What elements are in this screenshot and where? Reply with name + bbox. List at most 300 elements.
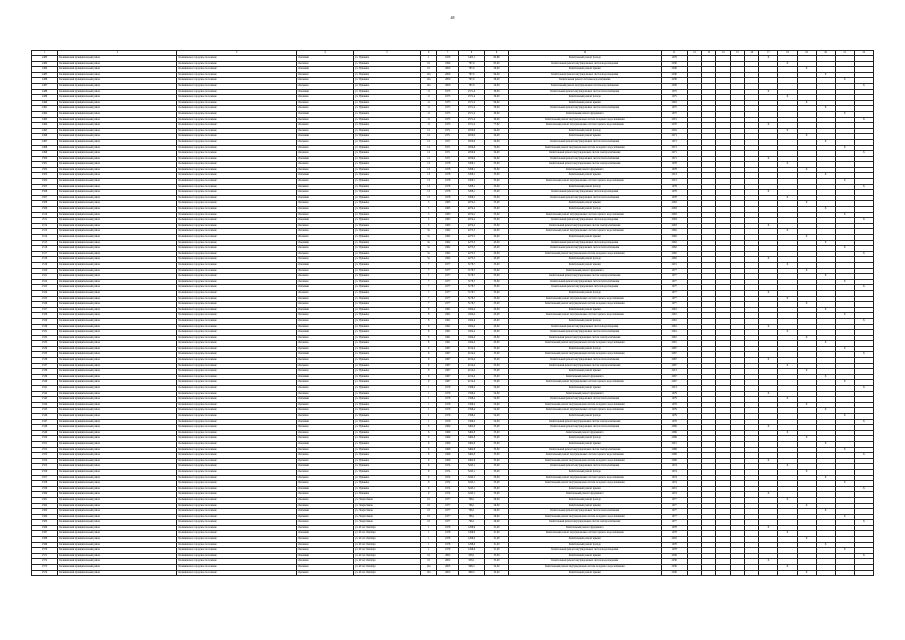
area-cell: 968,3 xyxy=(458,565,484,571)
x-mark-cell: X xyxy=(854,352,873,358)
street-cell: ул. Пушкина xyxy=(353,190,420,196)
locality-cell: г.Калинин xyxy=(296,240,353,246)
settlement-cell: Калининское городское поселение xyxy=(177,565,296,571)
repair-year-cell: 2061 xyxy=(661,324,687,330)
repair-year-cell: 1977 xyxy=(661,285,687,291)
house-cell: 11 xyxy=(420,95,437,101)
district-cell: Калининский муниципальный район xyxy=(58,324,177,330)
street-cell: ул. Пушкина xyxy=(353,117,420,123)
x-mark-cell: X xyxy=(797,134,816,140)
street-cell: ул. Пушкина xyxy=(353,318,420,324)
row-id-cell: 2551 xyxy=(32,441,58,447)
row-id-cell: 2560 xyxy=(32,492,58,498)
work-type-cell: Капитальный ремонт внутридомовых систем холодного водоснабжения xyxy=(508,341,661,347)
repair-year-cell: 1974 xyxy=(661,469,687,475)
x-mark-cell: X xyxy=(797,369,816,375)
year-built-cell: 1969 xyxy=(437,436,458,442)
locality-cell: г.Калинин xyxy=(296,156,353,162)
area-cell: 4275,5 xyxy=(458,257,484,263)
district-cell: Калининский муниципальный район xyxy=(58,318,177,324)
house-cell: 5 xyxy=(420,218,437,224)
wear-cell: 35,00 xyxy=(485,430,509,436)
row-id-cell: 2499 xyxy=(32,151,58,157)
year-built-cell: 1961 xyxy=(437,341,458,347)
wear-cell: 29,00 xyxy=(485,503,509,509)
x-mark-cell: X xyxy=(854,318,873,324)
row-id-cell: 2556 xyxy=(32,469,58,475)
house-cell: 9 xyxy=(420,363,437,369)
house-cell: 10а xyxy=(420,83,437,89)
work-type-cell: Капитальный ремонт внутридомовых систем горячего водоснабжения xyxy=(508,123,661,129)
district-cell: Калининский муниципальный район xyxy=(58,475,177,481)
x-mark-cell: X xyxy=(816,374,835,380)
year-built-cell: 1961 xyxy=(437,330,458,336)
area-cell: 1598,4 xyxy=(458,397,484,403)
area-cell: 2571,4 xyxy=(458,106,484,112)
area-cell: 1824,4 xyxy=(458,318,484,324)
work-type-cell: Капитальный ремонт внутридомовых систем холодного водоснабжения xyxy=(508,481,661,487)
year-built-cell: 2000 xyxy=(437,67,458,73)
house-cell: 5а xyxy=(420,257,437,263)
settlement-cell: Калининское городское поселение xyxy=(177,447,296,453)
street-cell: ул. Энергетиков xyxy=(353,509,420,515)
work-type-cell: Капитальный ремонт внутридомовых систем электроснабжения xyxy=(508,162,661,168)
year-built-cell: 1975 xyxy=(437,95,458,101)
district-cell: Калининский муниципальный район xyxy=(58,419,177,425)
repair-year-cell: 2016 xyxy=(661,100,687,106)
street-cell: ул. Пушкина xyxy=(353,162,420,168)
x-mark-cell: X xyxy=(759,223,778,229)
house-cell: 5а xyxy=(420,246,437,252)
street-cell: ул. Пушкина xyxy=(353,106,420,112)
year-built-cell: 1962 xyxy=(437,240,458,246)
repair-year-cell: 2061 xyxy=(661,313,687,319)
house-cell: 6 xyxy=(420,447,437,453)
settlement-cell: Калининское городское поселение xyxy=(177,89,296,95)
area-cell: 2571,4 xyxy=(458,100,484,106)
x-mark-cell: X xyxy=(835,514,854,520)
area-cell: 3458,1 xyxy=(458,190,484,196)
district-cell: Калининский муниципальный район xyxy=(58,509,177,515)
work-type-cell: Капитальный ремонт фундамента xyxy=(508,525,661,531)
area-cell: 1598,4 xyxy=(458,408,484,414)
locality-cell: г.Колкино xyxy=(296,235,353,241)
x-mark-cell: X xyxy=(759,156,778,162)
locality-cell: г.Калинин xyxy=(296,330,353,336)
repair-year-cell: 1975 xyxy=(661,89,687,95)
work-type-cell: Капитальный ремонт крыши xyxy=(508,570,661,576)
empty-cell xyxy=(759,570,778,576)
work-type-cell: Капитальный ремонт внутридомовых систем холодного водоснабжения xyxy=(508,402,661,408)
repair-year-cell: 2062 xyxy=(661,246,687,252)
x-mark-cell: X xyxy=(778,363,797,369)
row-id-cell: 2493 xyxy=(32,117,58,123)
repair-year-cell: 1978 xyxy=(661,190,687,196)
house-cell: 13 xyxy=(420,167,437,173)
repair-year-cell: 2067 xyxy=(661,352,687,358)
street-cell: ул. Пушкина xyxy=(353,469,420,475)
area-cell: 4154,4 xyxy=(458,346,484,352)
house-cell: 8 xyxy=(420,335,437,341)
row-id-cell: 2571 xyxy=(32,553,58,559)
house-cell: 8 xyxy=(420,313,437,319)
district-cell: Калининский муниципальный район xyxy=(58,106,177,112)
year-built-cell: 1971 xyxy=(437,139,458,145)
area-cell: 5178,7 xyxy=(458,268,484,274)
column-number-cell: 13 xyxy=(702,51,716,56)
column-number-cell: 14 xyxy=(716,51,730,56)
locality-cell: г.Колкино xyxy=(296,525,353,531)
x-mark-cell: X xyxy=(778,565,797,571)
year-built-cell: 1974 xyxy=(437,486,458,492)
district-cell: Калининский муниципальный район xyxy=(58,274,177,280)
work-type-cell: Капитальный ремонт внутридомовых систем водоотведения xyxy=(508,72,661,78)
area-cell: 3462,8 xyxy=(458,436,484,442)
settlement-cell: Калининское городское поселение xyxy=(177,179,296,185)
work-type-cell: Капитальный ремонт фундамента xyxy=(508,492,661,498)
area-cell: 1824,4 xyxy=(458,335,484,341)
row-id-cell: 2508 xyxy=(32,201,58,207)
x-mark-cell: X xyxy=(854,83,873,89)
row-id-cell: 2549 xyxy=(32,430,58,436)
x-mark-cell: X xyxy=(816,240,835,246)
house-cell: 11 xyxy=(420,111,437,117)
row-id-cell: 2546 xyxy=(32,414,58,420)
area-cell: 4275,5 xyxy=(458,235,484,241)
wear-cell: 30,00 xyxy=(485,89,509,95)
settlement-cell: Калининское городское поселение xyxy=(177,184,296,190)
area-cell: 4154,4 xyxy=(458,380,484,386)
column-number-cell: 3 xyxy=(177,51,296,56)
area-cell: 1824,4 xyxy=(458,330,484,336)
district-cell: Калининский муниципальный район xyxy=(58,307,177,313)
x-mark-cell: X xyxy=(854,184,873,190)
work-type-cell: Капитальный ремонт фасада xyxy=(508,436,661,442)
work-type-cell: Капитальный ремонт фундамента xyxy=(508,391,661,397)
street-cell: ул. Пушкина xyxy=(353,447,420,453)
work-type-cell: Капитальный ремонт внутридомовых систем холодного водоснабжения xyxy=(508,458,661,464)
house-cell: 13 xyxy=(420,195,437,201)
row-id-cell: 2552 xyxy=(32,447,58,453)
street-cell: ул. Пушкина xyxy=(353,458,420,464)
wear-cell: 30,00 xyxy=(485,95,509,101)
house-cell: 5 xyxy=(420,207,437,213)
repair-year-cell: 2063 xyxy=(661,223,687,229)
house-cell: 10 xyxy=(420,520,437,526)
wear-cell: 54,00 xyxy=(485,408,509,414)
work-type-cell: Капитальный ремонт фасада xyxy=(508,95,661,101)
house-cell: 8 xyxy=(420,341,437,347)
work-type-cell: Капитальный ремонт фасада xyxy=(508,290,661,296)
house-cell: 10 xyxy=(420,67,437,73)
x-mark-cell: X xyxy=(854,419,873,425)
settlement-cell: Калининское городское поселение xyxy=(177,475,296,481)
x-mark-cell: X xyxy=(854,520,873,526)
work-type-cell: Капитальный ремонт внутридомовых систем горячего водоснабжения xyxy=(508,531,661,537)
area-cell: 787,6 xyxy=(458,61,484,67)
locality-cell: г.Колкино xyxy=(296,123,353,129)
district-cell: Калининский муниципальный район xyxy=(58,145,177,151)
settlement-cell: Калининское городское поселение xyxy=(177,78,296,84)
work-type-cell: Капитальный ремонт внутридомовых систем электроснабжения xyxy=(508,520,661,526)
district-cell: Калининский муниципальный район xyxy=(58,330,177,336)
settlement-cell: Калининское городское поселение xyxy=(177,156,296,162)
x-mark-cell: X xyxy=(797,302,816,308)
locality-cell: г.Калинин xyxy=(296,553,353,559)
settlement-cell: Калининское городское поселение xyxy=(177,330,296,336)
x-mark-cell: X xyxy=(854,117,873,123)
repair-year-cell: 2069 xyxy=(661,447,687,453)
district-cell: Калининский муниципальный район xyxy=(58,72,177,78)
year-built-cell: 1979 xyxy=(437,419,458,425)
area-cell: 4154,4 xyxy=(458,369,484,375)
settlement-cell: Калининское городское поселение xyxy=(177,492,296,498)
x-mark-cell: X xyxy=(816,341,835,347)
settlement-cell: Калининское городское поселение xyxy=(177,553,296,559)
locality-cell: г.Колкино xyxy=(296,402,353,408)
district-cell: Калининский муниципальный район xyxy=(58,430,177,436)
district-cell: Калининский муниципальный район xyxy=(58,89,177,95)
settlement-cell: Калининское городское поселение xyxy=(177,525,296,531)
year-built-cell: 1961 xyxy=(437,318,458,324)
street-cell: ул. Пушкина xyxy=(353,274,420,280)
street-cell: ул. Пушкина xyxy=(353,335,420,341)
wear-cell: 35,00 xyxy=(485,207,509,213)
area-cell: 5178,7 xyxy=(458,279,484,285)
district-cell: Калининский муниципальный район xyxy=(58,117,177,123)
area-cell: 2571,4 xyxy=(458,89,484,95)
district-cell: Калининский муниципальный район xyxy=(58,341,177,347)
year-built-cell: 1969 xyxy=(437,453,458,459)
repair-year-cell: 2063 xyxy=(661,201,687,207)
work-type-cell: Капитальный ремонт внутридомовых систем теплоснабжения xyxy=(508,89,661,95)
row-id-cell: 2558 xyxy=(32,481,58,487)
work-type-cell: Капитальный ремонт внутридомовых систем горячего водоснабжения xyxy=(508,212,661,218)
area-cell: 958,1 xyxy=(458,553,484,559)
settlement-cell: Калининское городское поселение xyxy=(177,123,296,129)
settlement-cell: Калининское городское поселение xyxy=(177,531,296,537)
house-cell: 8 xyxy=(420,324,437,330)
street-cell: ул. Пушкина xyxy=(353,134,420,140)
repair-year-cell: 2016 xyxy=(661,128,687,134)
repair-year-cell: 2067 xyxy=(661,358,687,364)
settlement-cell: Калининское городское поселение xyxy=(177,542,296,548)
settlement-cell: Калининское городское поселение xyxy=(177,229,296,235)
year-built-cell: 1977 xyxy=(437,285,458,291)
house-cell: 1 xyxy=(420,408,437,414)
row-id-cell: 2542 xyxy=(32,391,58,397)
district-cell: Калининский муниципальный район xyxy=(58,139,177,145)
repair-year-cell: 2071 xyxy=(661,134,687,140)
work-type-cell: Капитальный ремонт внутридомовых систем холодного водоснабжения xyxy=(508,302,661,308)
wear-cell: 90,00 xyxy=(485,100,509,106)
locality-cell: г.Колкино xyxy=(296,190,353,196)
work-type-cell: Капитальный ремонт крыши xyxy=(508,537,661,543)
x-mark-cell: X xyxy=(759,324,778,330)
wear-cell: 35,00 xyxy=(485,195,509,201)
year-built-cell: 1975 xyxy=(437,117,458,123)
repair-year-cell: 2063 xyxy=(661,212,687,218)
district-cell: Калининский муниципальный район xyxy=(58,302,177,308)
street-cell: ул. Пушкина xyxy=(353,89,420,95)
area-cell: 796,1 xyxy=(458,520,484,526)
row-id-cell: 2523 xyxy=(32,285,58,291)
street-cell: ул. 40 лет Октября xyxy=(353,548,420,554)
year-built-cell: 1971 xyxy=(437,151,458,157)
year-built-cell: 1969 xyxy=(437,447,458,453)
work-type-cell: Капитальный ремонт фундамента xyxy=(508,167,661,173)
district-cell: Калининский муниципальный район xyxy=(58,167,177,173)
house-cell: 13 xyxy=(420,162,437,168)
locality-cell: г.Колкино xyxy=(296,475,353,481)
wear-cell: 29,00 xyxy=(485,514,509,520)
x-mark-cell: X xyxy=(835,179,854,185)
street-cell: ул. Пушкина xyxy=(353,235,420,241)
house-cell: 11 xyxy=(420,106,437,112)
settlement-cell: Калининское городское поселение xyxy=(177,117,296,123)
repair-year-cell: 2061 xyxy=(661,330,687,336)
settlement-cell: Калининское городское поселение xyxy=(177,262,296,268)
x-mark-cell: X xyxy=(778,330,797,336)
locality-cell: г.Колкино xyxy=(296,128,353,134)
street-cell: ул. Пушкина xyxy=(353,246,420,252)
house-cell: 1 xyxy=(420,537,437,543)
area-cell: 5178,7 xyxy=(458,262,484,268)
year-built-cell: 1967 xyxy=(437,374,458,380)
repair-year-cell: 2030 xyxy=(661,61,687,67)
work-type-cell: Капитальный ремонт фасада xyxy=(508,56,661,62)
locality-cell: г.Колкино xyxy=(296,229,353,235)
x-mark-cell: X xyxy=(816,72,835,78)
wear-cell: 35,00 xyxy=(485,453,509,459)
district-cell: Калининский муниципальный район xyxy=(58,414,177,420)
year-built-cell: 2003 xyxy=(437,565,458,571)
district-cell: Калининский муниципальный район xyxy=(58,285,177,291)
locality-cell: г.Колкино xyxy=(296,313,353,319)
repair-year-cell: 2069 xyxy=(661,430,687,436)
district-cell: Калининский муниципальный район xyxy=(58,436,177,442)
year-built-cell: 1977 xyxy=(437,262,458,268)
row-id-cell: 2484 xyxy=(32,67,58,73)
house-cell: 1 xyxy=(420,419,437,425)
x-mark-cell: X xyxy=(854,453,873,459)
district-cell: Калининский муниципальный район xyxy=(58,559,177,565)
repair-year-cell: 1978 xyxy=(661,525,687,531)
area-cell: 3458,1 xyxy=(458,162,484,168)
area-cell: 3462,8 xyxy=(458,430,484,436)
street-cell: ул. Пушкина xyxy=(353,369,420,375)
wear-cell: 33,00 xyxy=(485,469,509,475)
wear-cell: 43,00 xyxy=(485,341,509,347)
repair-year-cell: 1975 xyxy=(661,111,687,117)
locality-cell: г.Калинин xyxy=(296,285,353,291)
locality-cell: г.Колкино xyxy=(296,425,353,431)
year-built-cell: 1969 xyxy=(437,458,458,464)
district-cell: Калининский муниципальный район xyxy=(58,408,177,414)
repair-year-cell: 1977 xyxy=(661,497,687,503)
locality-cell: г.Колкино xyxy=(296,497,353,503)
house-cell: 1 xyxy=(420,531,437,537)
area-cell: 796,1 xyxy=(458,503,484,509)
wear-cell: 35,00 xyxy=(485,274,509,280)
row-id-cell: 2520 xyxy=(32,268,58,274)
street-cell: ул. Энергетиков xyxy=(353,520,420,526)
row-id-cell: 2561 xyxy=(32,497,58,503)
wear-cell: 35,00 xyxy=(485,268,509,274)
wear-cell: 35,00 xyxy=(485,358,509,364)
wear-cell: 35,00 xyxy=(485,369,509,375)
street-cell: ул. Пушкина xyxy=(353,184,420,190)
street-cell: ул. Пушкина xyxy=(353,229,420,235)
locality-cell: г.Колкино xyxy=(296,302,353,308)
year-built-cell: 1963 xyxy=(437,223,458,229)
area-cell: 3245,1 xyxy=(458,475,484,481)
house-cell: 6 xyxy=(420,430,437,436)
street-cell: ул. Пушкина xyxy=(353,78,420,84)
street-cell: ул. 40 лет Октября xyxy=(353,542,420,548)
row-id-cell: 2569 xyxy=(32,542,58,548)
wear-cell: 31,00 xyxy=(485,542,509,548)
work-type-cell: Капитальный ремонт фасада xyxy=(508,128,661,134)
row-id-cell: 2529 xyxy=(32,318,58,324)
house-cell: 12 xyxy=(420,134,437,140)
house-cell: 7 xyxy=(420,302,437,308)
x-mark-cell: X xyxy=(835,548,854,554)
row-id-cell: 2550 xyxy=(32,436,58,442)
empty-cell xyxy=(778,570,797,576)
district-cell: Калининский муниципальный район xyxy=(58,537,177,543)
district-cell: Калининский муниципальный район xyxy=(58,369,177,375)
x-mark-cell: X xyxy=(854,218,873,224)
district-cell: Калининский муниципальный район xyxy=(58,190,177,196)
house-cell: 9 xyxy=(420,486,437,492)
wear-cell: 35,00 xyxy=(485,262,509,268)
area-cell: 787,6 xyxy=(458,78,484,84)
work-type-cell: Капитальный ремонт внутридомовых систем горячего водоснабжения xyxy=(508,453,661,459)
x-mark-cell: X xyxy=(816,475,835,481)
house-cell: 7 xyxy=(420,285,437,291)
year-built-cell: 1978 xyxy=(437,190,458,196)
settlement-cell: Калининское городское поселение xyxy=(177,570,296,576)
row-id-cell: 2501 xyxy=(32,162,58,168)
locality-cell: г.Калинин xyxy=(296,111,353,117)
row-id-cell: 2494 xyxy=(32,123,58,129)
row-id-cell: 2553 xyxy=(32,453,58,459)
street-cell: ул. Пушкина xyxy=(353,441,420,447)
locality-cell: г.Калинин xyxy=(296,89,353,95)
repair-year-cell: 1979 xyxy=(661,408,687,414)
wear-cell: 35,00 xyxy=(485,380,509,386)
district-cell: Калининский муниципальный район xyxy=(58,162,177,168)
settlement-cell: Калининское городское поселение xyxy=(177,167,296,173)
locality-cell: г.Калинин xyxy=(296,56,353,62)
district-cell: Калининский муниципальный район xyxy=(58,453,177,459)
year-built-cell: 1977 xyxy=(437,520,458,526)
house-cell: 12 xyxy=(420,139,437,145)
repair-year-cell: 2030 xyxy=(661,67,687,73)
area-cell: 4275,5 xyxy=(458,251,484,257)
area-cell: 3458,1 xyxy=(458,195,484,201)
wear-cell: 54,00 xyxy=(485,402,509,408)
settlement-cell: Калининское городское поселение xyxy=(177,436,296,442)
x-mark-cell: X xyxy=(778,397,797,403)
work-type-cell: Капитальный ремонт внутридомовых систем горячего водоснабжения xyxy=(508,229,661,235)
repair-year-cell: 1977 xyxy=(661,514,687,520)
x-mark-cell: X xyxy=(759,290,778,296)
district-cell: Калининский муниципальный район xyxy=(58,514,177,520)
x-mark-cell: X xyxy=(816,441,835,447)
street-cell: ул. Пушкина xyxy=(353,145,420,151)
